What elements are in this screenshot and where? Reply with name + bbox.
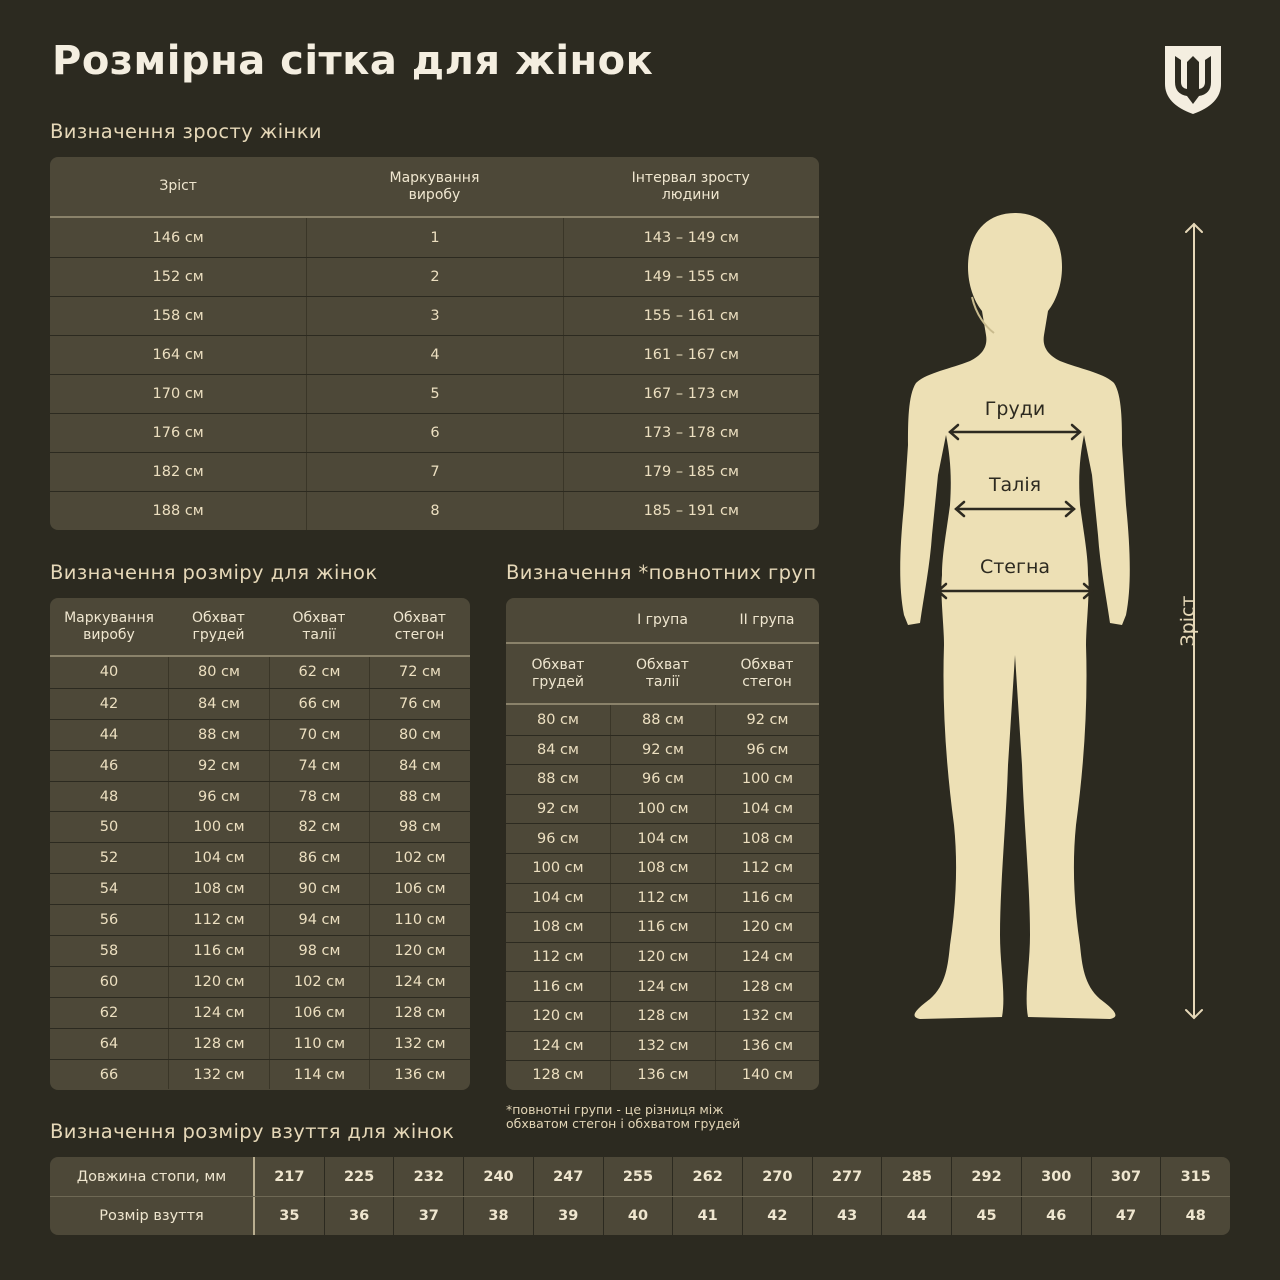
size-cell: 62 — [99, 1004, 119, 1021]
plus-cell: 88 см — [537, 771, 579, 788]
height-cell: 8 — [306, 492, 562, 530]
foot-length-value: 307 — [1091, 1157, 1161, 1196]
foot-length-value: 255 — [603, 1157, 673, 1196]
size-cell: 40 — [99, 664, 119, 681]
foot-length-value: 292 — [951, 1157, 1021, 1196]
table-row — [506, 853, 819, 883]
table-row — [506, 942, 819, 972]
plus-cell: 128 см — [532, 1067, 584, 1084]
size-cell: 86 см — [269, 843, 369, 873]
height-section-title: Визначення зросту жінки — [50, 120, 322, 143]
table-row — [50, 719, 470, 750]
plus-cell: 84 см — [537, 741, 579, 758]
height-cell: 185 – 191 см — [563, 492, 819, 530]
header-height: Зріст — [159, 178, 197, 195]
height-cell: 182 см — [152, 464, 204, 480]
plus-cell: 116 см — [532, 978, 584, 995]
shoe-size-row — [50, 1196, 1230, 1235]
table-row — [50, 873, 470, 904]
plus-cell: 104 см — [610, 824, 715, 853]
size-cell: 116 см — [168, 936, 269, 966]
size-cell: 58 — [99, 942, 119, 959]
height-cell: 176 см — [152, 425, 204, 441]
plus-cell: 132 см — [715, 1002, 819, 1031]
height-cell: 179 – 185 см — [563, 453, 819, 491]
table-row — [506, 971, 819, 1001]
shoe-section-title: Визначення розміру взуття для жінок — [50, 1120, 455, 1143]
height-cell: 149 – 155 см — [563, 258, 819, 296]
shoe-size-value: 43 — [812, 1197, 882, 1235]
size-cell: 48 — [99, 788, 119, 805]
table-row — [50, 688, 470, 719]
size-cell: 106 см — [369, 874, 470, 904]
waist-label: Талія — [988, 474, 1042, 496]
plus-cell: 108 см — [715, 824, 819, 853]
female-body-silhouette — [890, 205, 1140, 1035]
chest-label: Груди — [984, 398, 1046, 420]
foot-length-value: 240 — [463, 1157, 533, 1196]
table-row — [506, 1031, 819, 1061]
size-cell: 120 см — [168, 967, 269, 997]
plus-cell: 100 см — [715, 765, 819, 794]
plus-cell: 92 см — [610, 736, 715, 765]
table-row — [50, 966, 470, 997]
size-table-header — [50, 598, 470, 657]
plus-cell: 124 см — [715, 943, 819, 972]
shoe-size-label: Розмір взуття — [50, 1197, 255, 1235]
plus-section-title: Визначення *повнотних груп — [506, 561, 817, 584]
size-cell: 128 см — [168, 1029, 269, 1059]
table-row — [50, 997, 470, 1028]
table-row — [506, 912, 819, 942]
foot-length-value: 225 — [324, 1157, 394, 1196]
header-height-interval: Інтервал зросту людини — [631, 170, 750, 203]
size-cell: 100 см — [168, 812, 269, 842]
header-marking: Маркування виробу — [64, 610, 154, 643]
foot-length-value: 270 — [742, 1157, 812, 1196]
shoe-size-value: 44 — [881, 1197, 951, 1235]
table-row — [50, 657, 470, 688]
shoe-table — [50, 1157, 1230, 1235]
height-cell: 1 — [306, 218, 562, 257]
size-section-title: Визначення розміру для жінок — [50, 561, 378, 584]
table-row — [506, 1060, 819, 1090]
header-chest: Обхват грудей — [192, 610, 245, 643]
plus-cell: 116 см — [715, 884, 819, 913]
plus-cell: 92 см — [715, 705, 819, 735]
plus-cell: 88 см — [610, 705, 715, 735]
table-row — [50, 452, 819, 491]
plus-cell: 136 см — [715, 1032, 819, 1061]
foot-length-value: 217 — [274, 1168, 305, 1185]
size-cell: 124 см — [168, 998, 269, 1028]
table-row — [506, 764, 819, 794]
height-cell: 143 – 149 см — [563, 218, 819, 257]
plus-cell: 124 см — [532, 1037, 584, 1054]
size-table — [50, 598, 470, 1090]
size-cell: 46 — [99, 757, 119, 774]
trident-shield-icon — [1163, 44, 1223, 116]
foot-length-row — [50, 1157, 1230, 1196]
table-row — [50, 1028, 470, 1059]
height-cell: 155 – 161 см — [563, 297, 819, 335]
height-cell: 158 см — [152, 308, 204, 324]
size-cell: 110 см — [369, 905, 470, 935]
foot-length-value: 262 — [672, 1157, 742, 1196]
table-row — [506, 883, 819, 913]
shoe-size-value: 39 — [533, 1197, 603, 1235]
plus-cell: 116 см — [610, 913, 715, 942]
size-cell: 136 см — [369, 1060, 470, 1090]
size-cell: 80 см — [369, 720, 470, 750]
table-row — [50, 335, 819, 374]
height-cell: 6 — [306, 414, 562, 452]
plus-cell: 108 см — [532, 919, 584, 936]
height-label: Зріст — [1177, 595, 1199, 647]
plus-cell: 104 см — [715, 795, 819, 824]
page-title: Розмірна сітка для жінок — [52, 38, 654, 84]
size-cell: 106 см — [269, 998, 369, 1028]
plus-cell: 100 см — [610, 795, 715, 824]
height-cell: 146 см — [152, 229, 204, 246]
size-cell: 124 см — [369, 967, 470, 997]
size-cell: 102 см — [369, 843, 470, 873]
size-cell: 60 — [99, 973, 119, 990]
table-row — [50, 750, 470, 781]
size-cell: 56 — [99, 912, 119, 929]
height-cell: 4 — [306, 336, 562, 374]
shoe-size-value: 41 — [672, 1197, 742, 1235]
height-table-header — [50, 157, 819, 218]
size-cell: 114 см — [269, 1060, 369, 1090]
size-cell: 88 см — [168, 720, 269, 750]
height-cell: 170 см — [152, 386, 204, 402]
plus-cell: 120 см — [610, 943, 715, 972]
shoe-size-value: 46 — [1021, 1197, 1091, 1235]
plus-cell: 112 см — [610, 884, 715, 913]
header-hips: Обхват стегон — [393, 610, 446, 643]
height-cell: 167 – 173 см — [563, 375, 819, 413]
shoe-size-value: 48 — [1160, 1197, 1230, 1235]
size-cell: 128 см — [369, 998, 470, 1028]
plus-cell: 120 см — [532, 1008, 584, 1025]
size-cell: 62 см — [269, 657, 369, 688]
plus-cell: 120 см — [715, 913, 819, 942]
size-cell: 84 см — [369, 751, 470, 781]
plus-cell: 128 см — [610, 1002, 715, 1031]
plus-cell: 112 см — [715, 854, 819, 883]
table-row — [506, 735, 819, 765]
foot-length-label: Довжина стопи, мм — [50, 1157, 255, 1196]
plus-cell: 128 см — [715, 972, 819, 1001]
size-cell: 66 — [99, 1066, 119, 1083]
size-cell: 64 — [99, 1035, 119, 1052]
table-row — [50, 935, 470, 966]
table-row — [50, 218, 819, 257]
group-blank — [506, 598, 610, 642]
table-row — [50, 811, 470, 842]
plus-table-header — [506, 644, 819, 705]
height-cell: 173 – 178 см — [563, 414, 819, 452]
hips-label: Стегна — [979, 556, 1051, 578]
foot-length-value: 315 — [1160, 1157, 1230, 1196]
table-row — [50, 296, 819, 335]
size-cell: 78 см — [269, 782, 369, 812]
plus-groups-footnote: *повнотні групи - це різниця між обхватом стегон і обхватом грудей — [506, 1102, 741, 1131]
size-cell: 92 см — [168, 751, 269, 781]
size-cell: 110 см — [269, 1029, 369, 1059]
height-cell: 164 см — [152, 347, 204, 363]
plus-cell: 132 см — [610, 1032, 715, 1061]
foot-length-value: 232 — [393, 1157, 463, 1196]
size-cell: 98 см — [369, 812, 470, 842]
size-cell: 52 — [99, 850, 119, 867]
size-cell: 108 см — [168, 874, 269, 904]
size-cell: 112 см — [168, 905, 269, 935]
plus-cell: 104 см — [532, 889, 584, 906]
height-cell: 152 см — [152, 269, 204, 285]
plus-group-header — [506, 598, 819, 644]
header-waist: Обхват талії — [292, 610, 346, 643]
size-cell: 66 см — [269, 689, 369, 719]
plus-cell: 136 см — [610, 1061, 715, 1090]
size-cell: 82 см — [269, 812, 369, 842]
table-row — [50, 257, 819, 296]
size-cell: 84 см — [168, 689, 269, 719]
plus-groups-table — [506, 598, 819, 1090]
shoe-size-value: 47 — [1091, 1197, 1161, 1235]
shoe-size-value: 35 — [279, 1208, 300, 1224]
group-1-label: I група — [637, 612, 688, 628]
size-cell: 104 см — [168, 843, 269, 873]
shoe-size-value: 45 — [951, 1197, 1021, 1235]
size-cell: 70 см — [269, 720, 369, 750]
size-cell: 80 см — [168, 657, 269, 688]
size-cell: 120 см — [369, 936, 470, 966]
height-cell: 161 – 167 см — [563, 336, 819, 374]
table-row — [50, 781, 470, 812]
shoe-size-value: 36 — [324, 1197, 394, 1235]
table-row — [50, 491, 819, 530]
size-cell: 96 см — [168, 782, 269, 812]
plus-cell: 96 см — [610, 765, 715, 794]
shoe-size-value: 37 — [393, 1197, 463, 1235]
plus-cell: 80 см — [537, 711, 579, 728]
table-row — [50, 374, 819, 413]
size-cell: 72 см — [369, 657, 470, 688]
group-2-label: II група — [739, 612, 795, 628]
size-cell: 88 см — [369, 782, 470, 812]
size-cell: 50 — [99, 819, 119, 836]
size-cell: 90 см — [269, 874, 369, 904]
table-row — [50, 413, 819, 452]
foot-length-value: 247 — [533, 1157, 603, 1196]
height-cell: 188 см — [152, 503, 204, 519]
table-row — [506, 1001, 819, 1031]
table-row — [506, 823, 819, 853]
table-row — [50, 842, 470, 873]
plus-cell: 108 см — [610, 854, 715, 883]
height-cell: 2 — [306, 258, 562, 296]
size-cell: 42 — [99, 695, 119, 712]
plus-cell: 96 см — [537, 830, 579, 847]
height-cell: 7 — [306, 453, 562, 491]
shoe-size-value: 42 — [742, 1197, 812, 1235]
shoe-size-value: 40 — [603, 1197, 673, 1235]
header-waist: Обхват талії — [636, 657, 689, 690]
size-cell: 132 см — [369, 1029, 470, 1059]
table-row — [506, 705, 819, 735]
foot-length-value: 285 — [881, 1157, 951, 1196]
size-cell: 76 см — [369, 689, 470, 719]
size-cell: 102 см — [269, 967, 369, 997]
size-cell: 44 — [99, 726, 119, 743]
size-cell: 98 см — [269, 936, 369, 966]
plus-cell: 96 см — [715, 736, 819, 765]
header-product-marking: Маркування виробу — [389, 170, 480, 203]
size-cell: 94 см — [269, 905, 369, 935]
plus-cell: 100 см — [532, 860, 584, 877]
foot-length-value: 277 — [812, 1157, 882, 1196]
plus-cell: 124 см — [610, 972, 715, 1001]
plus-cell: 112 см — [532, 949, 584, 966]
height-table — [50, 157, 819, 530]
header-hips: Обхват стегон — [740, 657, 794, 690]
height-cell: 3 — [306, 297, 562, 335]
table-row — [50, 904, 470, 935]
height-cell: 5 — [306, 375, 562, 413]
size-cell: 54 — [99, 881, 119, 898]
header-chest: Обхват грудей — [531, 657, 585, 690]
plus-cell: 92 см — [537, 801, 579, 818]
size-cell: 74 см — [269, 751, 369, 781]
table-row — [506, 794, 819, 824]
shoe-size-value: 38 — [463, 1197, 533, 1235]
foot-length-value: 300 — [1021, 1157, 1091, 1196]
plus-cell: 140 см — [715, 1061, 819, 1090]
table-row — [50, 1059, 470, 1090]
size-cell: 132 см — [168, 1060, 269, 1090]
